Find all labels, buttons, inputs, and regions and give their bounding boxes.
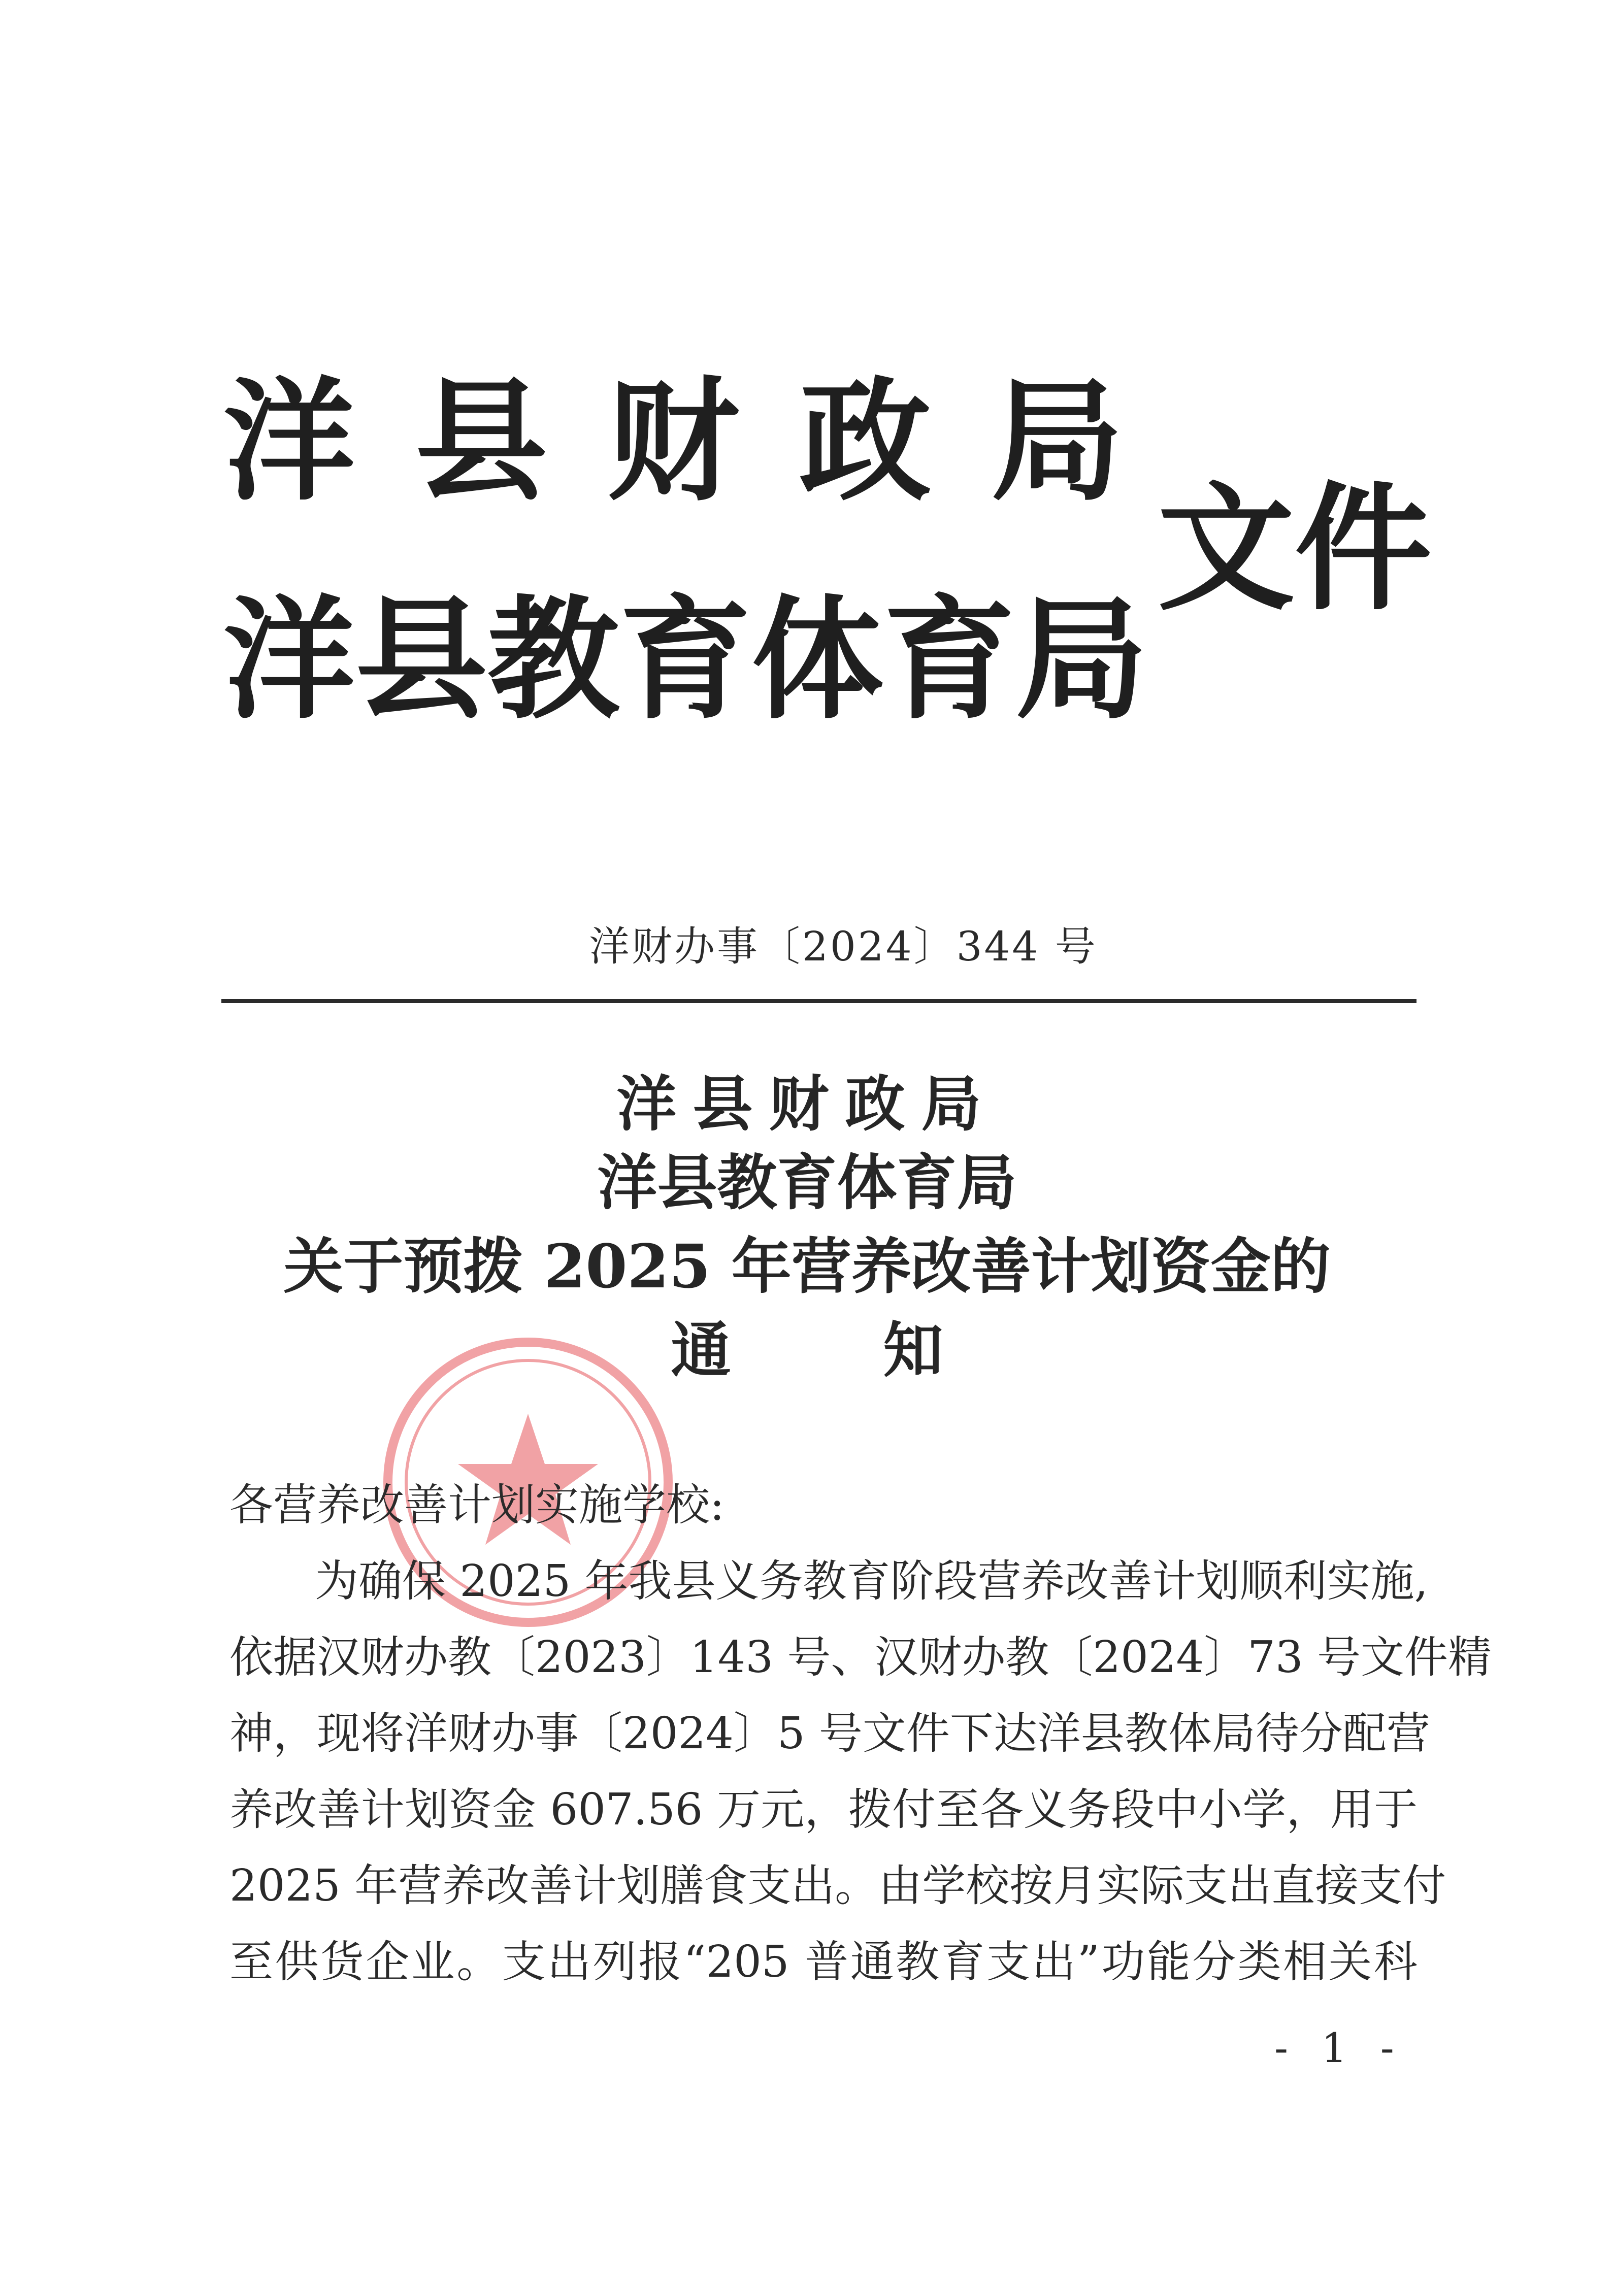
body-line: 养改善计划资金 607.56 万元，拨付至各义务段中小学，用于 (229, 1784, 1418, 1835)
issuer-line-finance-bureau: 洋县财政局 (223, 364, 1183, 519)
body-line: 神，现将洋财办事〔2024〕5 号文件下达洋县教体局待分配营 (229, 1708, 1430, 1759)
header-divider (221, 999, 1417, 1003)
body-line: 为确保 2025 年我县义务教育阶段营养改善计划顺利实施, (315, 1556, 1428, 1607)
issuer-line-education-bureau: 洋县教育体育局 (223, 582, 1147, 737)
document-number: 洋财办事〔2024〕344 号 (589, 923, 1098, 970)
title-line-1: 洋县财政局 (616, 1069, 998, 1139)
salutation: 各营养改善计划实施学校: (229, 1480, 724, 1530)
title-line-2: 洋县教育体育局 (597, 1147, 1017, 1218)
issuer-suffix: 文件 (1158, 468, 1432, 629)
page-number: - 1 - (1274, 2024, 1404, 2072)
body-line: 至供货企业。支出列报“205 普通教育支出”功能分类相关科 (229, 1937, 1418, 1987)
body-line: 2025 年营养改善计划膳食支出。由学校按月实际支出直接支付 (229, 1860, 1446, 1911)
title-line-4: 通知 (671, 1315, 1096, 1385)
body-line: 依据汉财办教〔2023〕143 号、汉财办教〔2024〕73 号文件精 (229, 1632, 1492, 1683)
title-line-3: 关于预拨 2025 年营养改善计划资金的 (283, 1231, 1331, 1302)
